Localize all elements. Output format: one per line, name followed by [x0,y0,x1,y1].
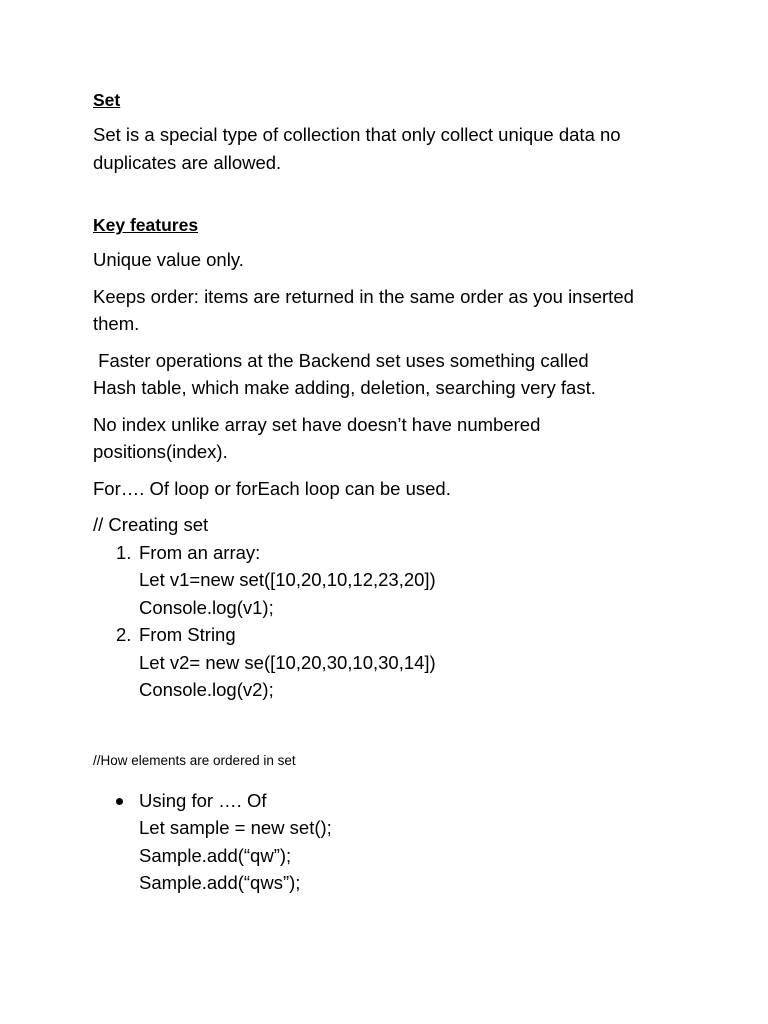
list-line: Console.log(v2); [139,679,274,700]
list-item [93,621,693,704]
list-line: Console.log(v1); [139,596,274,618]
creating-set-comment: // Creating set [93,514,209,535]
feature-index [93,411,693,466]
list-item [93,787,693,897]
bullet-icon [116,798,123,805]
feature-fast [93,347,693,402]
heading-set: Set [93,90,121,110]
feature-order-line-2: them. [93,313,140,334]
list-line: Let v1=new set([10,20,10,12,23,20]) [139,569,436,590]
order-comment: //How elements are ordered in set [93,752,296,768]
bullet-list [93,787,693,897]
intro-line-2: duplicates are allowed. [93,151,282,173]
list-line: Let v2= new se([10,20,30,10,30,14]) [139,651,436,673]
list-line: Using for …. Of [139,789,267,811]
list-line: Sample.add(“qws”); [139,872,301,893]
feature-index-line-1: No index unlike array set have doesn’t have numbered [93,413,541,435]
list-number: 2. [116,624,132,645]
list-line: From an array: [139,541,261,563]
list-item [93,539,693,622]
intro-paragraph [93,121,693,176]
feature-unique: Unique value only. [93,249,244,270]
feature-loop: For…. Of loop or forEach loop can be used. [93,477,451,499]
feature-fast-line-2: Hash table, which make adding, deletion, searching very fast. [93,377,596,398]
intro-line-1: Set is a special type of collection that only collect unique data no [93,124,621,145]
feature-order [93,283,693,338]
heading-key-features: Key features [93,215,199,235]
list-number: 1. [116,541,132,563]
feature-order-line-1: Keeps order: items are returned in the same order as you inserted [93,285,634,307]
numbered-list [93,539,693,704]
feature-fast-line-1: Faster operations at the Backend set uses something called [93,349,589,371]
document-page [93,88,693,897]
list-line: Let sample = new set(); [139,817,332,838]
list-line: Sample.add(“qw”); [139,844,292,866]
feature-index-line-2: positions(index). [93,441,228,462]
list-line: From String [139,624,236,645]
